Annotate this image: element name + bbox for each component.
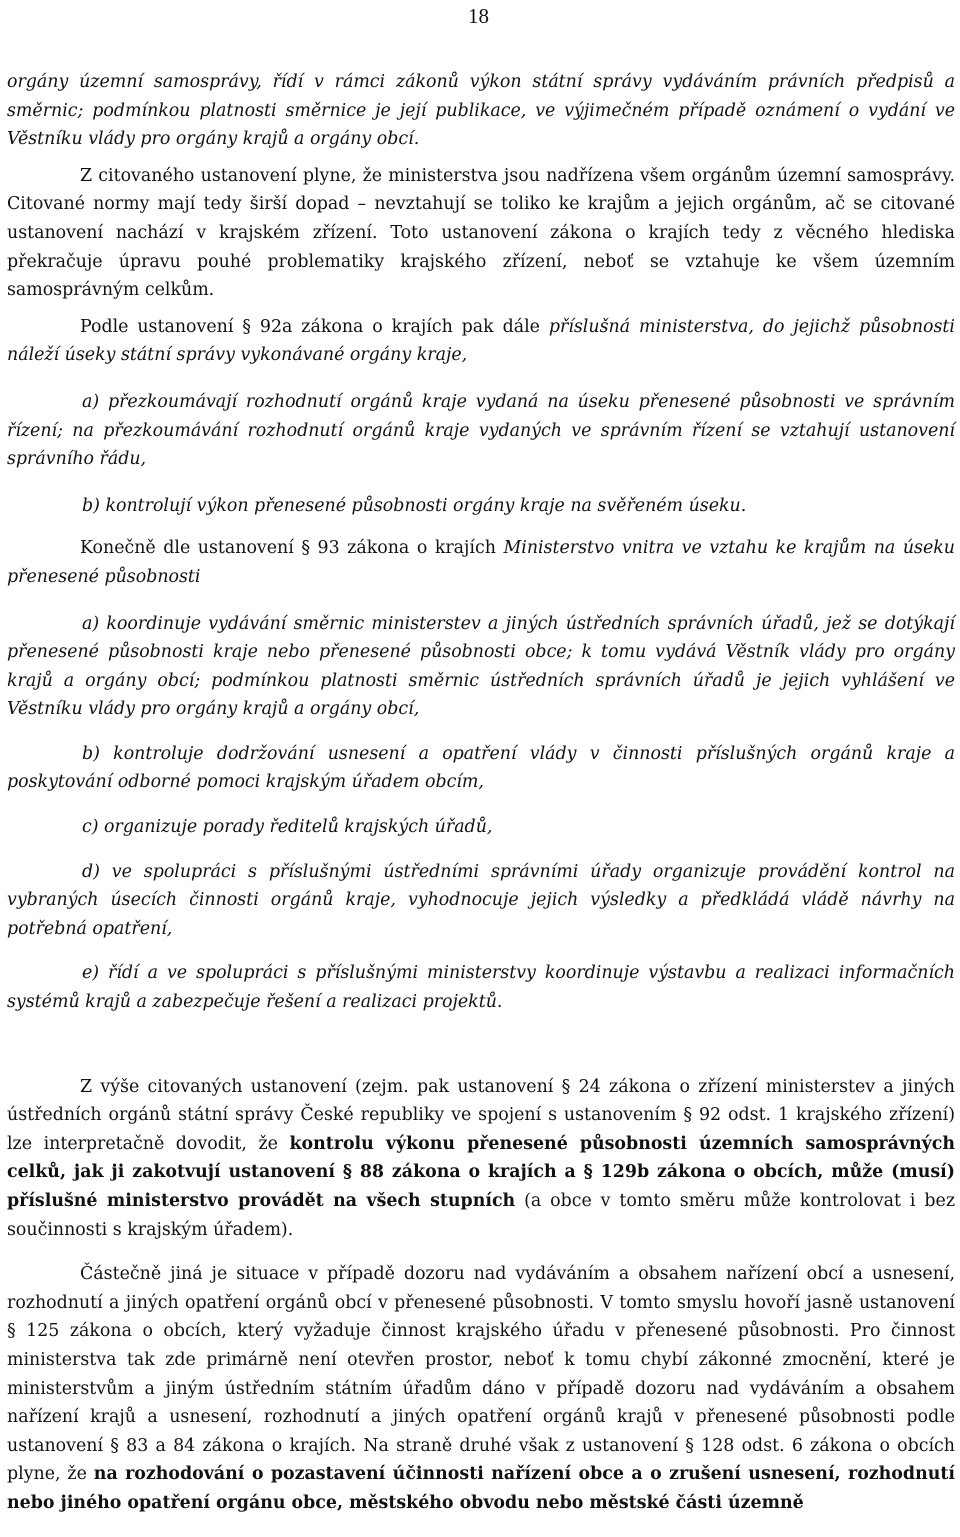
paragraph-ministries-superior: Z citovaného ustanovení plyne, že ministerstva jsou nadřízena všem orgánům územní samosprávy. Citované normy mají tedy širší dopad – nevztahují se toliko ke krajům a jejich orgánům, ač se citované ustanovení nachází v krajském zřízení. Toto ustanovení zákona o krajích tedy z věcného hlediska překračuje úpravu pouhé problematiky krajského zřízení, neboť se vztahuje ke všem územním samosprávným celkům. — [7, 165, 955, 301]
paragraph-93-quote: Ministerstvo vnitra ve vztahu ke krajům na úseku přenesené působnosti — [7, 538, 955, 587]
list-item-92a-b: b) kontrolují výkon přenesené působnosti orgány kraje na svěřeném úseku. — [82, 495, 747, 516]
paragraph-92a-intro — [7, 313, 955, 370]
paragraph-supervision — [7, 1260, 955, 1517]
list-item-93-d: d) ve spolupráci s příslušnými ústředními správními úřady organizuje provádění kontrol na vybraných úsecích činnosti orgánů kraje, vyhodnocuje jejich výsledky a předkládá vládě návrhy na potřebná opatření, — [7, 861, 955, 939]
paragraph-interpretation-text: Z výše citovaných ustanovení (zejm. pak ustanovení § 24 zákona o zřízení ministerstev a jiných ústředních orgánů státní správy České republiky ve spojení s ustanovením § 92 odst. 1 krajského zřízení) lze interpretačně dovodit, že — [7, 1076, 955, 1154]
paragraph-supervision-bold: na rozhodování o pozastavení účinnosti nařízení obce a o zrušení usnesení, rozhodnutí nebo jiného opatření orgánu obce, městského obvodu nebo městské části územně — [7, 1464, 955, 1513]
paragraph-supervision-text: Částečně jiná je situace v případě dozoru nad vydáváním a obsahem nařízení obcí a usnesení, rozhodnutí a jiných opatření orgánů obcí v přenesené působnosti. V tomto smyslu hovoří jasně ustanovení § 125 zákona o obcích, který vyžaduje činnost krajského úřadu v přenesené působnosti. Pro činnost ministerstva tak zde primárně není otevřen prostor, neboť k tomu chybí zákonné zmocnění, které je ministerstvům a jiným ústředním státním úřadům dáno v případě dozoru nad vydáváním a obsahem nařízení krajů a usnesení, rozhodnutí a jiných opatření orgánů krajů v přenesené působnosti podle ustanovení § 83 a 84 zákona o krajích. Na straně druhé však z ustanovení § 128 odst. 6 zákona o obcích plyne, že — [7, 1264, 955, 1485]
list-item-92a-a: a) přezkoumávají rozhodnutí orgánů kraje vydaná na úseku přenesené působnosti ve správním řízení; na přezkoumávání rozhodnutí orgánů kraje vydaných ve správním řízení se vztahují ustanovení správního řádu, — [7, 391, 955, 470]
list-item-93-b: b) kontroluje dodržování usnesení a opatření vlády v činnosti příslušných orgánů kraje a poskytování odborné pomoci krajským úřadem obcím, — [7, 743, 955, 793]
paragraph-interpretation-tail: (a obce v tomto směru může kontrolovat i bez součinnosti s krajským úřadem). — [7, 1191, 955, 1240]
paragraph-quote-continuation: orgány územní samosprávy, řídí v rámci zákonů výkon státní správy vydáváním právních předpisů a směrnic; podmínkou platnosti směrnice je její publikace, ve výjimečném případě oznámení o vydání ve Věstníku vlády pro orgány krajů a orgány obcí. — [7, 72, 955, 150]
list-item-93-c: c) organizuje porady ředitelů krajských úřadů, — [82, 817, 493, 838]
paragraph-93-text: Konečně dle ustanovení § 93 zákona o krajích — [80, 538, 504, 559]
paragraph-92a-quote: příslušná ministerstva, do jejichž působnosti náleží úseky státní správy vykonávané orgány kraje, — [7, 316, 955, 366]
paragraph-93-intro — [7, 534, 955, 591]
document-body — [7, 68, 955, 1518]
paragraph-interpretation-bold: kontrolu výkonu přenesené působnosti územních samosprávných celků, jak ji zakotvují ustanovení § 88 zákona o krajích a § 129b zákona o obcích, může (musí) příslušné ministerstvo provádět na všech stupních — [7, 1133, 956, 1211]
page-number: 18 — [468, 4, 489, 28]
list-item-93-e: e) řídí a ve spolupráci s příslušnými ministerstvy koordinuje výstavbu a realizaci informačních systémů krajů a zabezpečuje řešení a realizaci projektů. — [7, 963, 955, 1013]
list-item-93-a: a) koordinuje vydávání směrnic ministerstev a jiných ústředních správních úřadů, jež se dotýkají přenesené působnosti kraje nebo přenesené působnosti obce; k tomu vydává Věstník vlády pro orgány krajů a orgány obcí; podmínkou platnosti směrnic ústředních správních úřadů je jejich vyhlášení ve Věstníku vlády pro orgány krajů a orgány obcí, — [7, 613, 955, 720]
paragraph-92a-text: Podle ustanovení § 92a zákona o krajích pak dále — [80, 316, 549, 337]
paragraph-interpretation — [7, 1073, 955, 1245]
